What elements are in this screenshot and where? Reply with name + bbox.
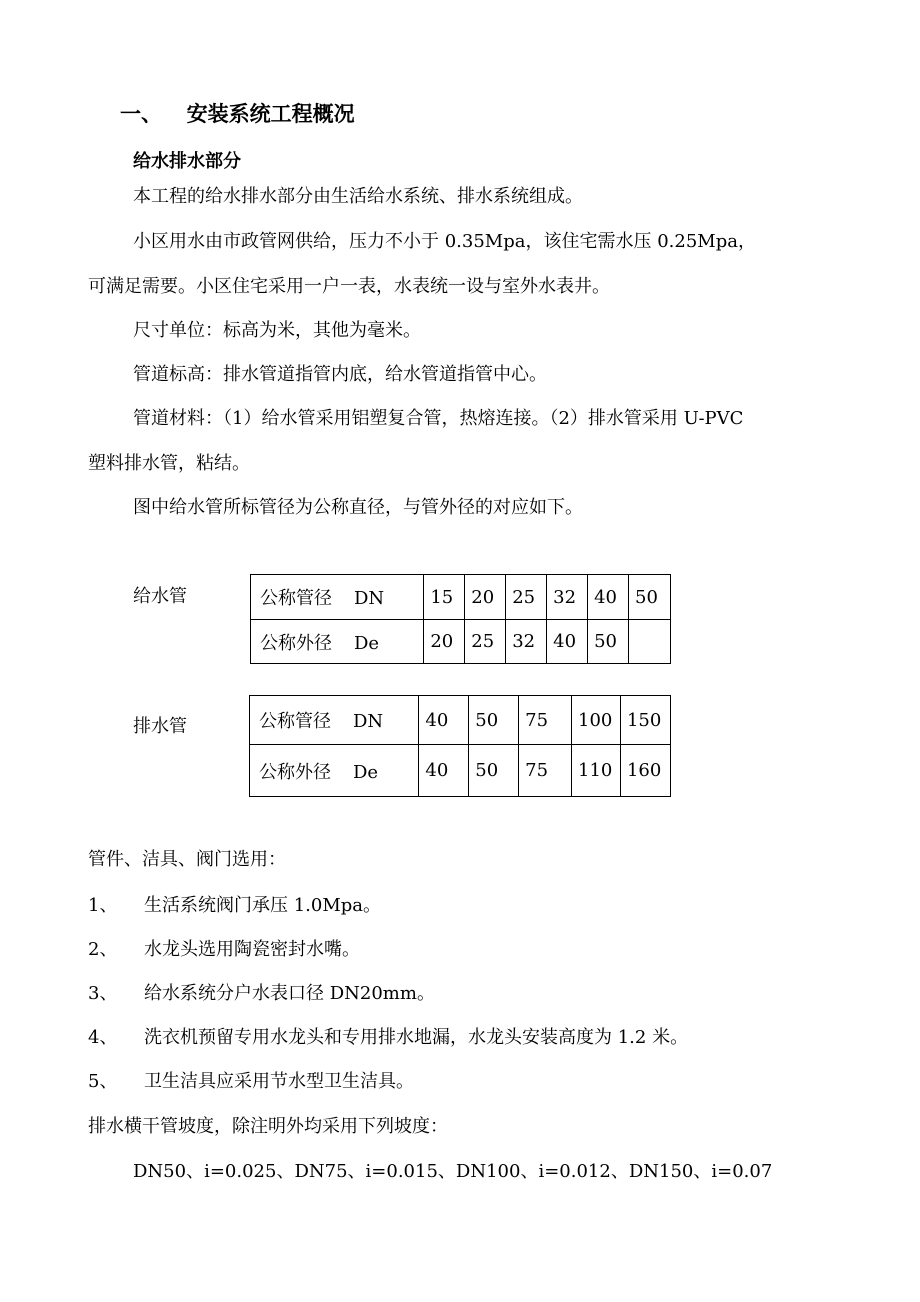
supply-table-caption: 给水管 [133,586,187,607]
paragraph-2-line-2: 可满足需要。小区住宅采用一户一表，水表统一设与室外水表井。 [88,276,610,297]
table-cell: 20 [465,575,506,620]
paragraph-4: 管道标高：排水管道指管内底，给水管道指管中心。 [133,364,547,385]
list-item-number: 2、 [88,939,118,960]
table-cell: 32 [547,575,588,620]
row-label: 公称管径 DN [251,575,424,620]
table-cell: 40 [419,696,469,745]
row-label: 公称外径 De [251,620,424,664]
paragraph-1: 本工程的给水排水部分由生活给水系统、排水系统组成。 [133,186,583,207]
paragraph-2-line-1: 小区用水由市政管网供给，压力不小于 0.35Mpa，该住宅需水压 0.25Mpa， [133,231,756,252]
table-cell: 75 [519,696,572,745]
list-item-number: 1、 [88,895,118,916]
list-item-text: 洗衣机预留专用水龙头和专用排水地漏，水龙头安装高度为 1.2 米。 [144,1027,689,1048]
paragraph-6: 图中给水管所标管径为公称直径，与管外径的对应如下。 [133,497,583,518]
table-cell: 150 [620,696,670,745]
list-item-number: 3、 [88,983,118,1004]
table-row [250,745,671,797]
fittings-title: 管件、洁具、阀门选用： [88,849,286,870]
subheading: 给水排水部分 [133,151,241,172]
list-item [88,897,381,915]
table-cell: 50 [629,575,671,620]
section-heading [120,98,355,128]
table-cell: 100 [572,696,621,745]
list-item-text: 水龙头选用陶瓷密封水嘴。 [144,939,360,960]
paragraph-5-line-2: 塑料排水管，粘结。 [88,453,250,474]
paragraph-5-line-1: 管道材料：（1）给水管采用铝塑复合管，热熔连接。（2）排水管采用 U-PVC [133,408,744,429]
list-item [88,1073,414,1091]
list-item-text: 生活系统阀门承压 1.0Mpa。 [144,895,382,916]
table-cell: 50 [469,696,519,745]
slope-title: 排水横干管坡度，除注明外均采用下列坡度： [88,1116,448,1137]
slope-values: DN50、i=0.025、DN75、i=0.015、DN100、i=0.012、DN150、i=0.07 [133,1161,773,1182]
table-cell: 32 [506,620,547,664]
row-label: 公称管径 DN [250,696,419,745]
table-cell: 50 [588,620,629,664]
drain-table-caption: 排水管 [133,716,187,737]
table-cell: 40 [419,745,469,797]
list-item-text: 卫生洁具应采用节水型卫生洁具。 [144,1071,414,1092]
table-cell: 40 [547,620,588,664]
list-item [88,985,435,1003]
list-item-text: 给水系统分户水表口径 DN20mm。 [144,983,435,1004]
table-cell: 15 [424,575,465,620]
table-cell: 25 [506,575,547,620]
supply-pipe-table [250,574,671,664]
list-item [88,1029,688,1047]
table-cell: 25 [465,620,506,664]
table-cell: 75 [519,745,572,797]
paragraph-3: 尺寸单位：标高为米，其他为毫米。 [133,320,421,341]
drain-pipe-table [249,695,671,797]
table-row [250,696,671,745]
table-cell: 50 [469,745,519,797]
list-item-number: 4、 [88,1027,118,1048]
section-number: 一、 [120,102,162,126]
table-cell: 160 [620,745,670,797]
table-cell: 40 [588,575,629,620]
table-cell [629,620,671,664]
list-item-number: 5、 [88,1071,118,1092]
table-cell: 110 [572,745,621,797]
table-row [251,575,671,620]
section-title: 安装系统工程概况 [186,102,355,126]
list-item [88,941,360,959]
row-label: 公称外径 De [250,745,419,797]
table-cell: 20 [424,620,465,664]
table-row [251,620,671,664]
